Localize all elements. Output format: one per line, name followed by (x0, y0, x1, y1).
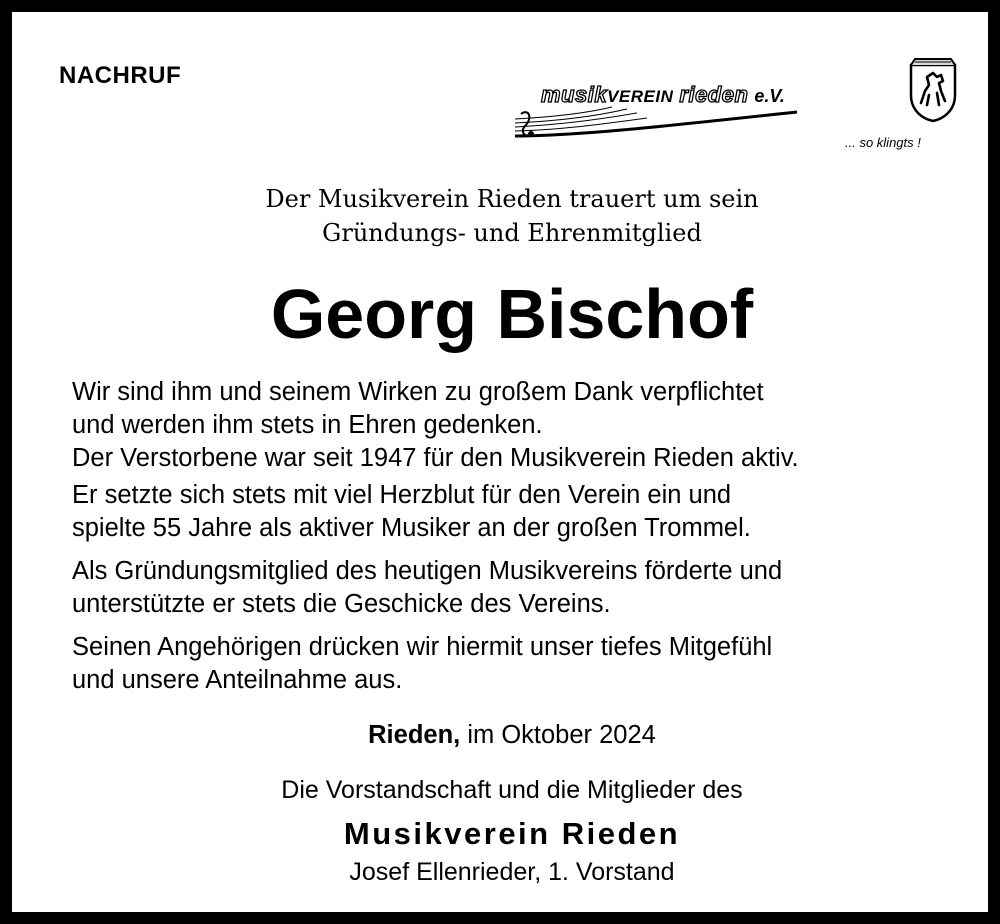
body-line: Er setzte sich stets mit viel Herzblut für den Verein ein und (72, 481, 732, 509)
body-line: spielte 55 Jahre als aktiver Musiker an der großen Trommel. (72, 514, 751, 542)
body-line: Wir sind ihm und seinem Wirken zu großem Dank verpflichtet (72, 378, 764, 406)
body-line: Als Gründungsmitglied des heutigen Musikvereins förderte und (72, 557, 783, 585)
signatory-line: Josef Ellenrieder, 1. Vorstand (349, 858, 675, 886)
place-name: Rieden, (368, 721, 461, 749)
logo-tagline: ... so klingts ! (845, 135, 921, 150)
organization-name: Musikverein Rieden (343, 816, 681, 851)
club-logo (507, 52, 967, 162)
logo-word-rieden: rieden (679, 82, 749, 107)
intro-line: Gründungs- und Ehrenmitglied (322, 219, 702, 247)
body-line: unterstützte er stets die Geschicke des Vereins. (72, 590, 611, 618)
horse-crest-icon (907, 57, 959, 123)
body-line: Der Verstorbene war seit 1947 für den Musikverein Rieden aktiv. (72, 444, 799, 472)
signers-line: Die Vorstandschaft und die Mitglieder des (281, 776, 743, 804)
deceased-name: Georg Bischof (270, 275, 754, 353)
logo-word-musik: musik (541, 82, 608, 107)
intro-line: Der Musikverein Rieden trauert um sein (265, 185, 759, 213)
place-date-line (12, 717, 1000, 753)
body-line: und unsere Anteilnahme aus. (72, 666, 403, 694)
date-text: im Oktober 2024 (460, 721, 656, 749)
body-line: und werden ihm stets in Ehren gedenken. (72, 411, 543, 439)
notice-heading: NACHRUF (59, 62, 182, 89)
body-line: Seinen Angehörigen drücken wir hiermit unser tiefes Mitgefühl (72, 633, 773, 661)
logo-word-ev: e.V. (754, 86, 785, 106)
logo-word-verein: VEREIN (607, 87, 674, 106)
music-staff-swoosh-icon (507, 100, 807, 145)
